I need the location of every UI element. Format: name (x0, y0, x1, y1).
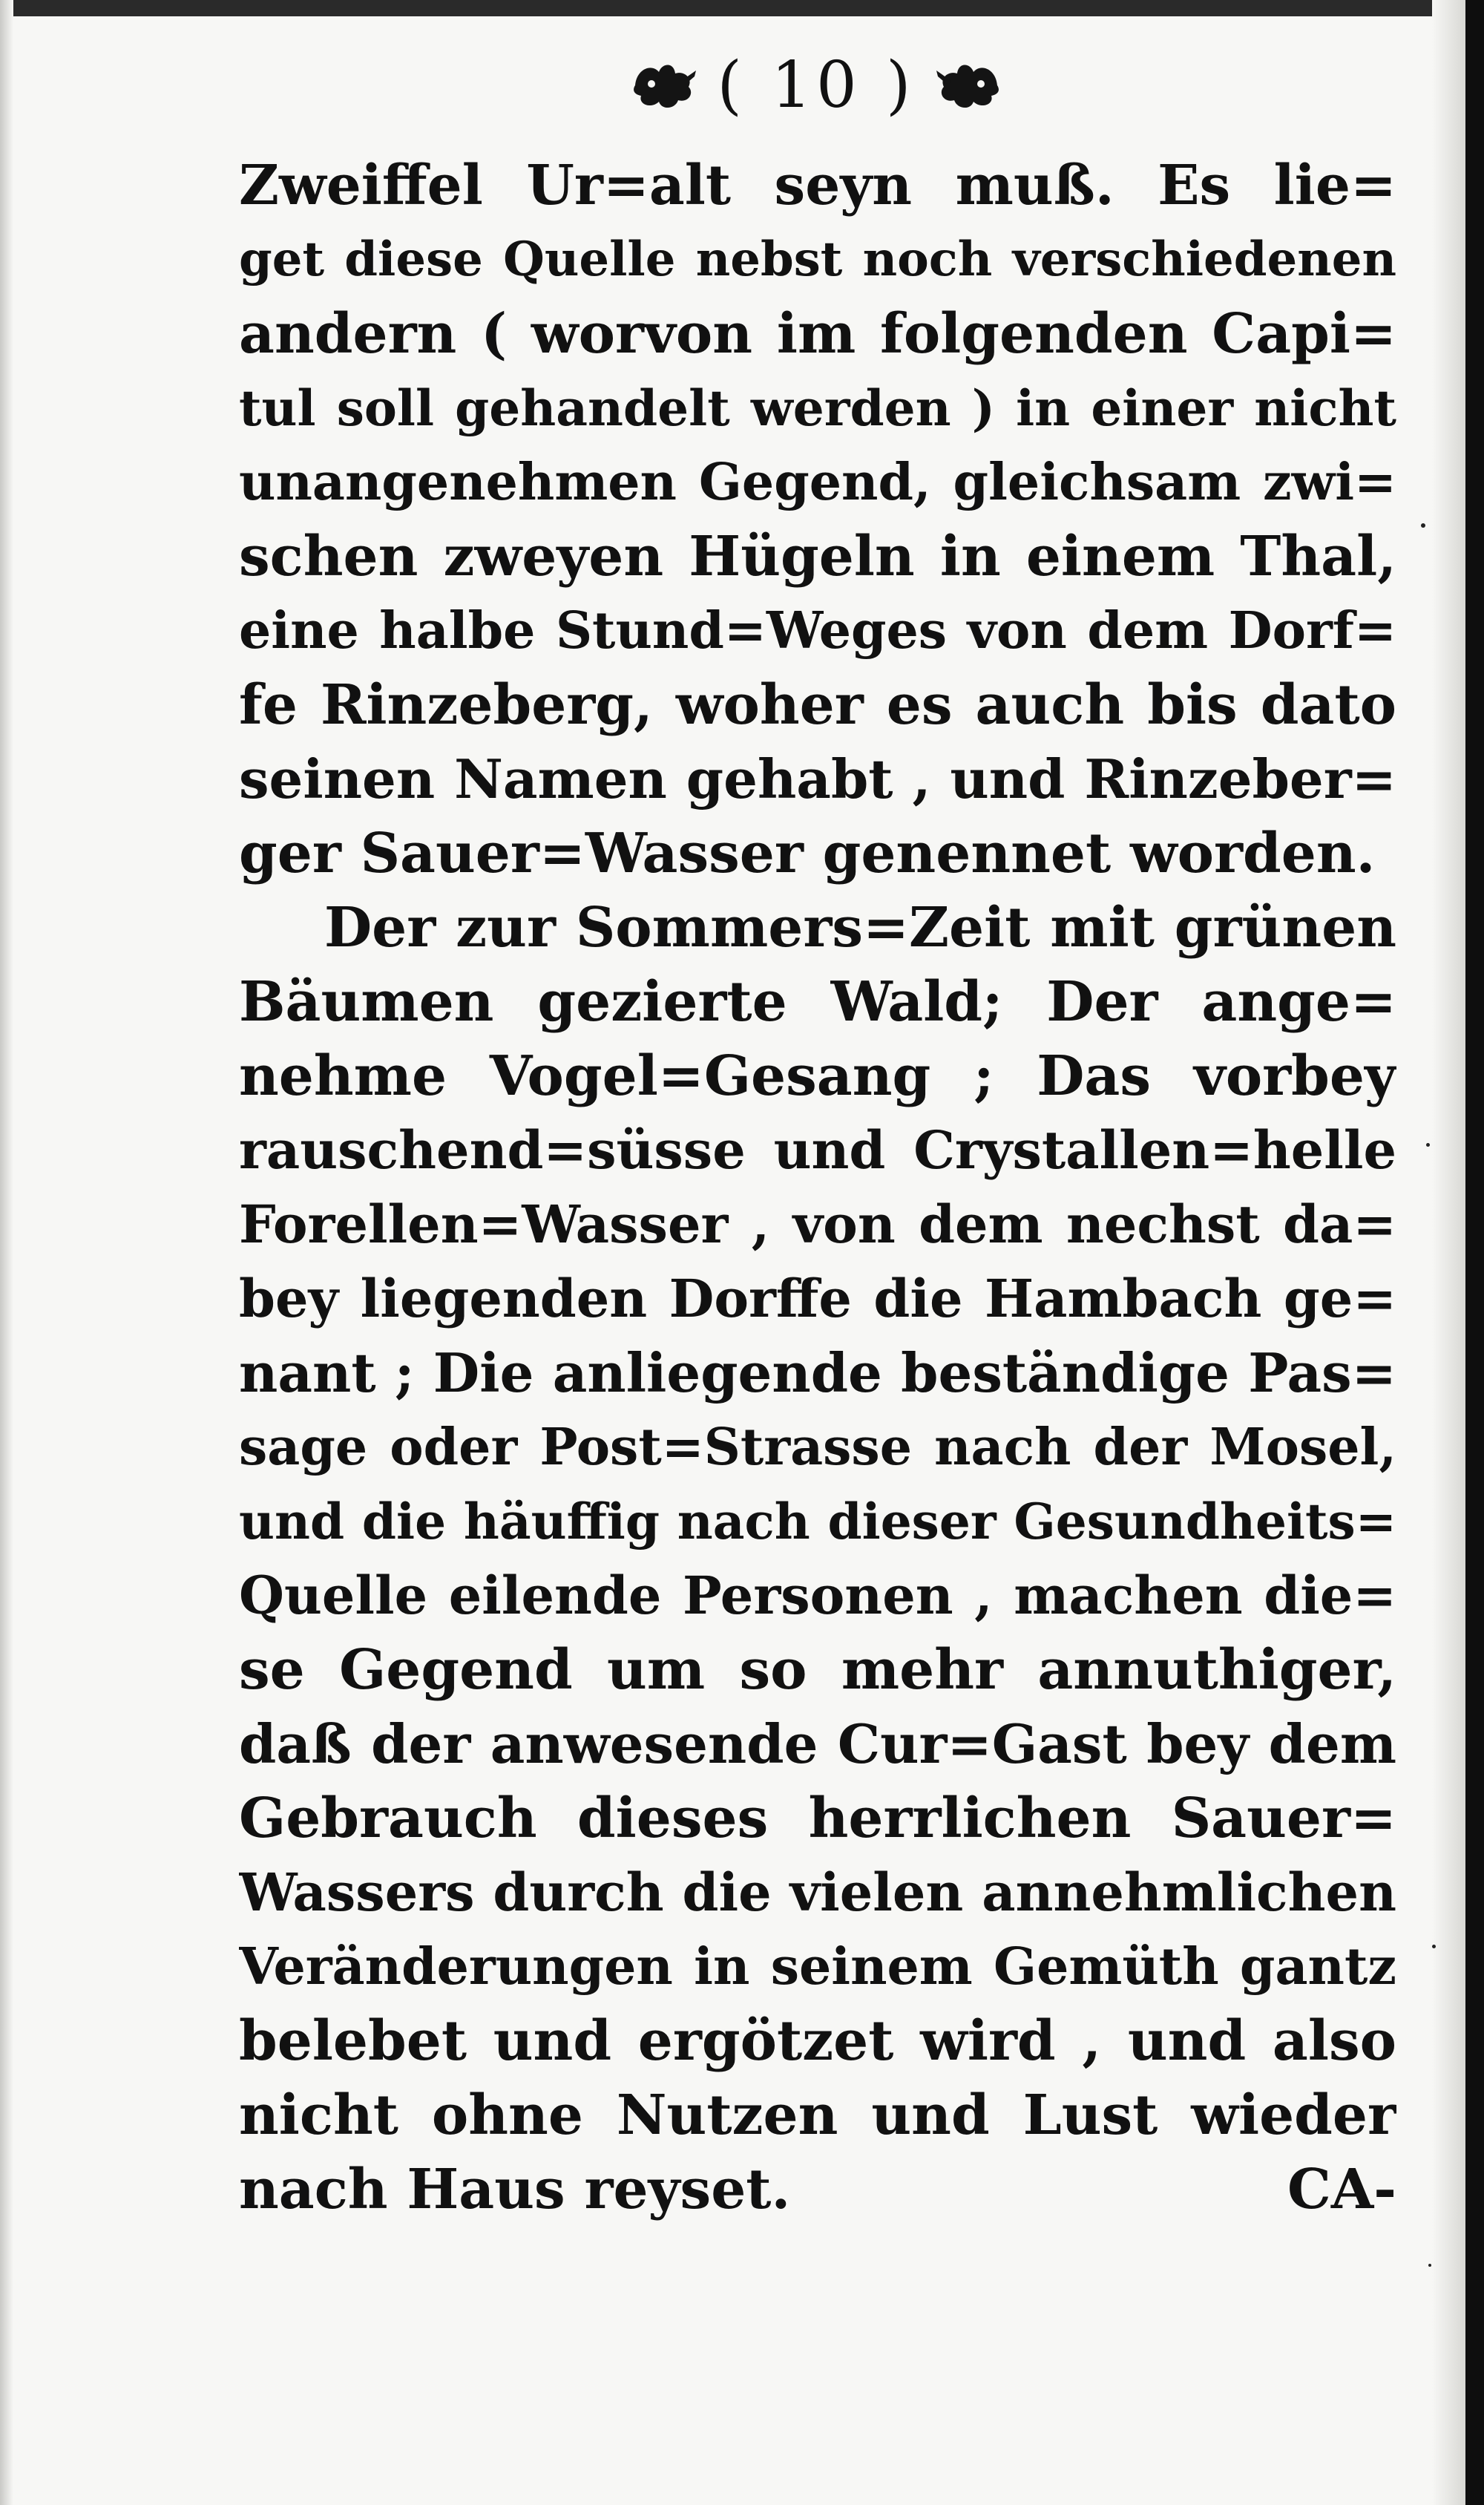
text-line: Forellen=Wasser , von dem nechst da= (239, 1193, 1396, 1255)
text-line: Gebrauch dieses herrlichen Sauer= (239, 1787, 1396, 1850)
fleuron-right-icon (935, 56, 1003, 115)
text-line: andern ( worvon im folgenden Capi= (239, 302, 1396, 366)
ink-speck (1421, 523, 1425, 528)
body-text (239, 148, 1396, 2227)
text-line-paragraph-start: Der zur Sommers=Zeit mit grünen (324, 896, 1396, 960)
page-header (608, 45, 1024, 126)
text-line: Wassers durch die vielen annehmlichen (239, 1861, 1396, 1923)
catchword: CA- (1287, 2158, 1396, 2221)
text-line-paragraph-end: ger Sauer=Wasser genennet worden. (239, 822, 1376, 885)
text-line: Veränderungen in seinem Gemüth gantz (239, 1937, 1396, 1997)
dark-background-edge (1465, 0, 1484, 2505)
gutter-shadow (0, 0, 13, 2505)
ink-speck (1426, 1143, 1430, 1147)
text-line: Bäumen gezierte Wald; Der ange= (239, 970, 1396, 1034)
text-line: nehme Vogel=Gesang ; Das vorbey (239, 1044, 1396, 1108)
fleuron-left-icon (629, 56, 697, 115)
page-top-shadow (0, 0, 1465, 16)
text-line: Quelle eilende Personen , machen die= (239, 1565, 1396, 1626)
text-line: unangenehmen Gegend, gleichsam zwi= (239, 453, 1396, 512)
text-line: nant ; Die anliegende beständige Pas= (239, 1341, 1396, 1404)
text-line: bey liegenden Dorffe die Hambach ge= (239, 1268, 1396, 1329)
text-line-final: nach Haus reyset. (239, 2158, 791, 2221)
text-line: und die häuffig nach dieser Gesundheits= (239, 1493, 1396, 1551)
text-line: tul soll gehandelt werden ) in einer nicht (239, 379, 1396, 437)
text-line: Zweiffel Ur=alt seyn muß. Es lie= (239, 154, 1396, 217)
text-line: daß der anwesende Cur=Gast bey dem (239, 1712, 1396, 1775)
text-line: fe Rinzeberg, woher es auch bis dato (239, 673, 1396, 737)
ink-speck (1428, 2264, 1431, 2267)
text-line: belebet und ergötzet wird , und also (239, 2009, 1396, 2073)
text-line: get diese Quelle nebst noch verschiedenen (239, 232, 1396, 287)
final-line-row (239, 2152, 1396, 2227)
text-line: sage oder Post=Strasse nach der Mosel, (239, 1418, 1396, 1477)
text-line: schen zweyen Hügeln in einem Thal, (239, 525, 1396, 589)
page-edge-shade (1432, 0, 1465, 2505)
text-line: se Gegend um so mehr annuthiger, (239, 1638, 1396, 1702)
page-number: ( 10 ) (717, 48, 916, 122)
text-line: eine halbe Stund=Weges von dem Dorf= (239, 601, 1396, 661)
ink-speck (1432, 1945, 1436, 1948)
text-line: rauschend=süsse und Crystallen=helle (239, 1119, 1396, 1181)
text-line: nicht ohne Nutzen und Lust wieder (239, 2083, 1396, 2147)
text-line: seinen Namen gehabt , und Rinzeber= (239, 747, 1396, 811)
